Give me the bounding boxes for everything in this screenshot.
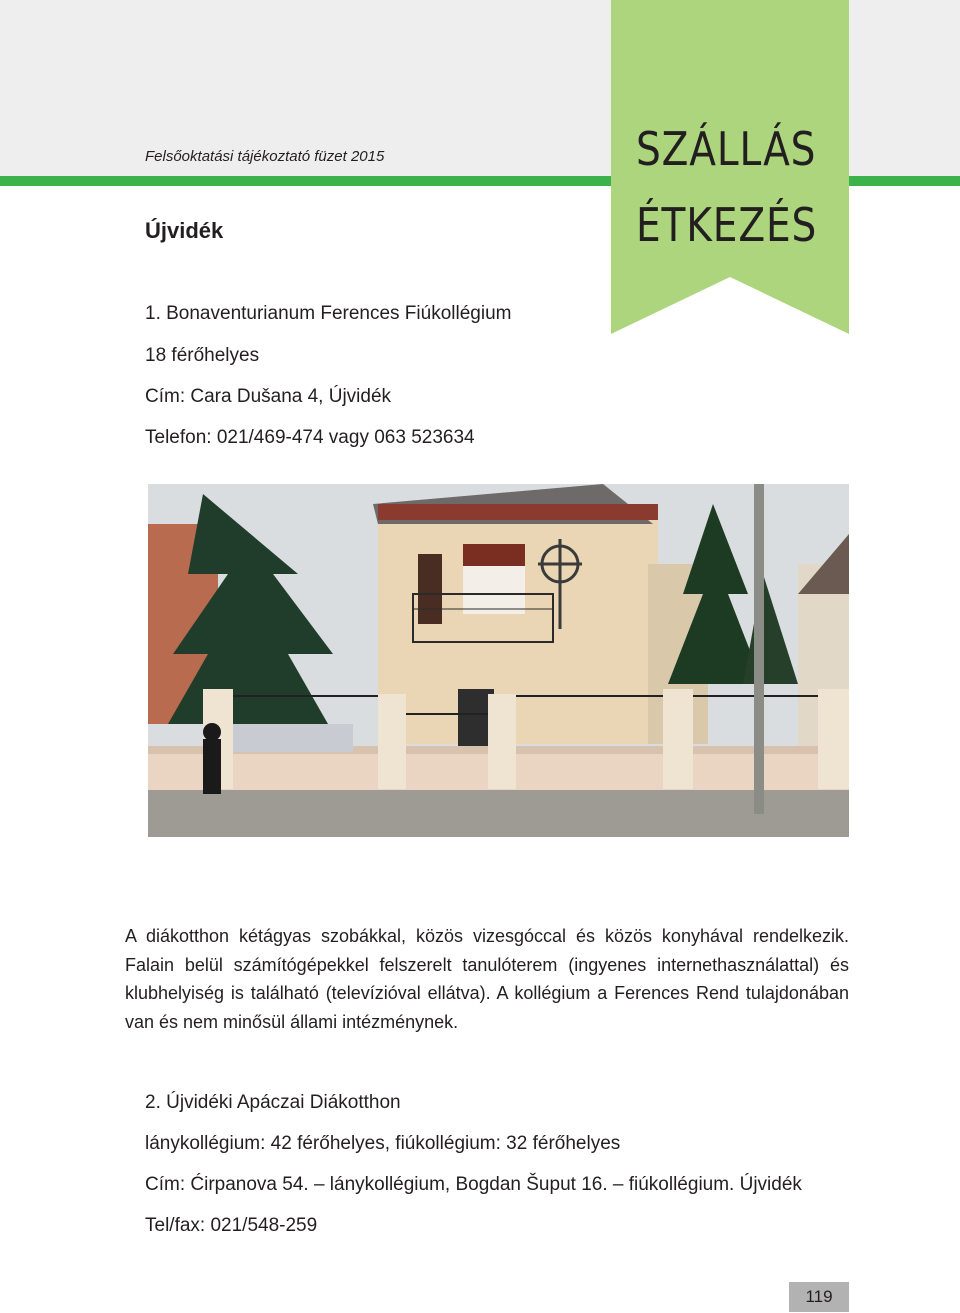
entry2-title: 2. Újvidéki Apáczai Diákotthon [145, 1092, 401, 1113]
entry2-address: Cím: Ćirpanova 54. – lánykollégium, Bogdan Šuput 16. – fiúkollégium. Újvidék [145, 1174, 802, 1195]
entry1-address: Cím: Cara Dušana 4, Újvidék [145, 386, 392, 407]
description-paragraph: A diákotthon kétágyas szobákkal, közös vizesgóccal és közös konyhával rendelkezik. Falain belül számítógépekkel felszerelt tanulóterem (ingyenes internethasználattal) és klubhelyiség is található (televízióval ellátva). A kollégium a Ferences Rend tulajdonában van és nem minősül állami intézménynek. [125, 926, 849, 1032]
building-photo [148, 484, 849, 837]
entry2-phone: Tel/fax: 021/548-259 [145, 1215, 318, 1236]
entry1-phone: Telefon: 021/469-474 vagy 063 523634 [145, 427, 475, 448]
city-heading: Újvidék [145, 218, 224, 243]
entry2-capacity: lánykollégium: 42 férőhelyes, fiúkollégium: 32 férőhelyes [145, 1133, 621, 1154]
entry1-title: 1. Bonaventurianum Ferences Fiúkollégium [145, 303, 512, 324]
running-head: Felsőoktatási tájékoztató füzet 2015 [145, 148, 385, 165]
banner-title-line1: SZÁLLÁS [636, 122, 817, 176]
banner-title-line2: ÉTKEZÉS [636, 198, 818, 252]
page-number: 119 [789, 1282, 849, 1312]
entry1-capacity: 18 férőhelyes [145, 345, 260, 366]
